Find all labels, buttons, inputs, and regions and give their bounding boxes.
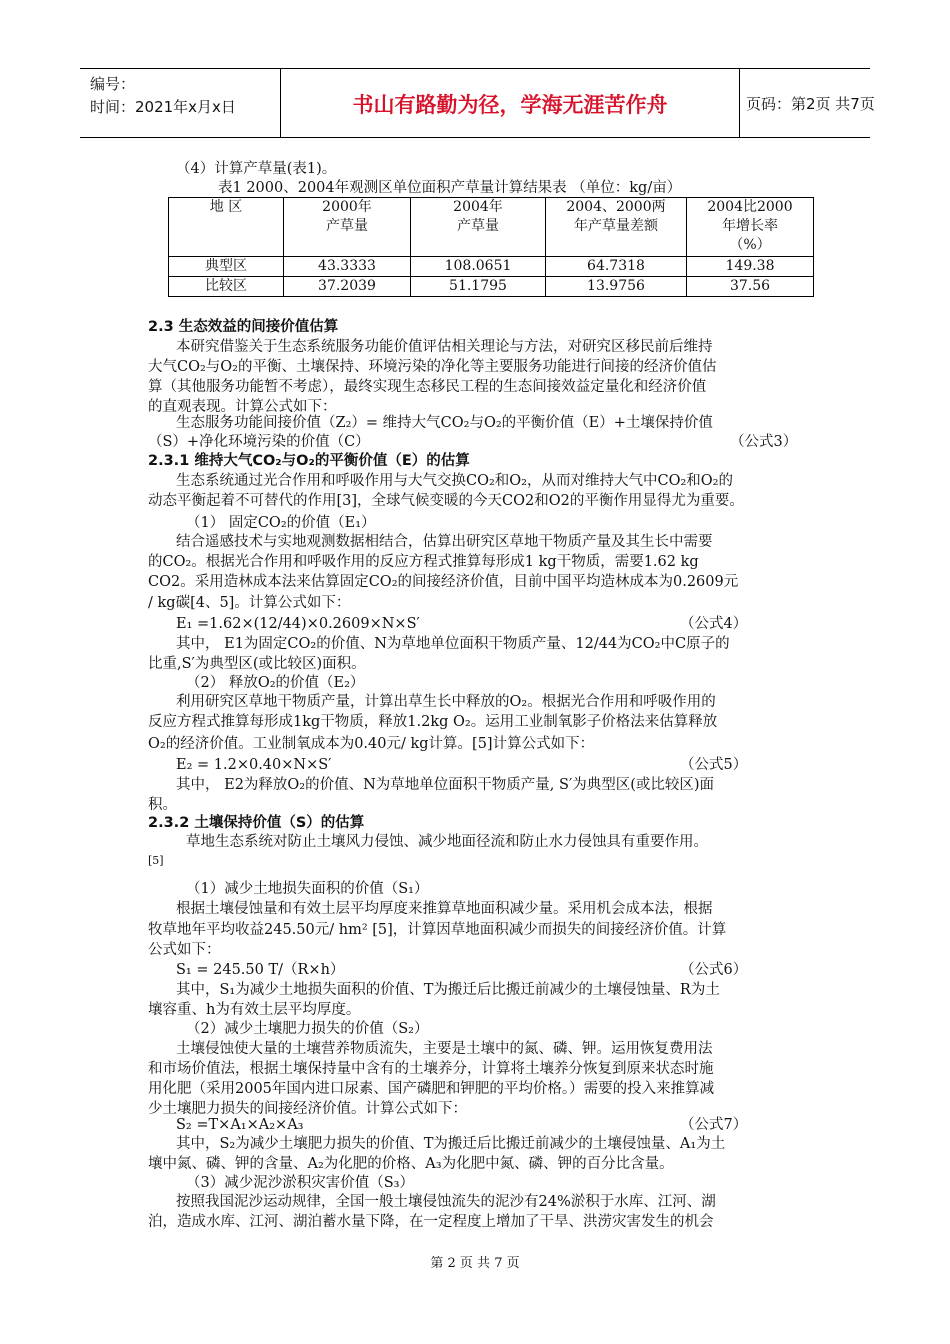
- formula-line: E₁ =1.62×(12/44)×0.2609×N×S′: [176, 616, 420, 632]
- header-motto-cell: [280, 69, 740, 137]
- paragraph-line: O₂的经济价值。工业制氧成本为0.40元/ kg计算。[5]计算公式如下：: [148, 736, 595, 752]
- table-cell: 13.9756: [546, 277, 687, 297]
- paragraph-line: 动态平衡起着不可替代的作用[3]，全球气候变暖的今天CO2和O2的平衡作用显得尤为重要。: [148, 493, 744, 509]
- subsection-heading: 2.3.1 维持大气CO₂与O₂的平衡价值（E）的估算: [148, 453, 470, 469]
- formula-line: 生态服务功能间接价值（Z₂）= 维持大气CO₂与O₂的平衡价值（E）+土壤保持价值: [176, 415, 713, 431]
- paragraph-line: 其中， E1为固定CO₂的价值、N为草地单位面积干物质产量、12/44为CO₂中C原子的: [176, 636, 730, 652]
- paragraph-line: 牧草地年平均收益245.50元/ hm² [5]，计算因草地面积减少而损失的间接经济价值。计算: [148, 922, 727, 938]
- table-cell: 149.38: [687, 257, 814, 277]
- paragraph-line: 泊，造成水库、江河、湖泊蓄水量下降，在一定程度上增加了干旱、洪涝灾害发生的机会: [148, 1214, 714, 1230]
- formula-line: S₂ =T×A₁×A₂×A₃: [176, 1117, 304, 1133]
- paragraph-line: 其中， E2为释放O₂的价值、N为草地单位面积干物质产量, S′为典型区(或比较区)面: [176, 777, 715, 793]
- paragraph-line: 本研究借鉴关于生态系统服务功能价值评估相关理论与方法，对研究区移民前后维持: [176, 339, 713, 355]
- motto: 书山有路勤为径，学海无涯苦作舟: [352, 93, 668, 117]
- citation: [5]: [148, 854, 164, 867]
- paragraph-line: 用化肥（采用2005年国内进口尿素、国产磷肥和钾肥的平均价格。）需要的投入来推算减: [148, 1081, 715, 1097]
- table-cell: 51.1795: [411, 277, 546, 297]
- yield-table: [168, 197, 814, 297]
- item-heading: （1）减少土地损失面积的价值（S₁）: [186, 881, 429, 897]
- item-heading: （3）减少泥沙淤积灾害价值（S₃）: [186, 1175, 414, 1191]
- paragraph-line: 根据土壤侵蚀量和有效土层平均厚度来推算草地面积减少量。采用机会成本法，根据: [176, 901, 713, 917]
- paragraph-line: / kg碳[4、5]。计算公式如下：: [148, 595, 351, 611]
- header-meta: [80, 69, 280, 137]
- paragraph-line: 的直观表现。计算公式如下：: [148, 399, 337, 415]
- document-time: 时间：2021年x月x日: [90, 98, 236, 116]
- paragraph-line: 生态系统通过光合作用和呼吸作用与大气交换CO₂和O₂，从而对维持大气中CO₂和O₂的: [176, 473, 733, 489]
- page-header: [80, 68, 875, 138]
- paragraph-line: 比重,S′为典型区(或比较区)面积。: [148, 656, 366, 672]
- paragraph-line: 草地生态系统对防止土壤风力侵蚀、减少地面径流和防止水力侵蚀具有重要作用。: [186, 834, 708, 850]
- paragraph-line: 土壤侵蚀使大量的土壤营养物质流失，主要是土壤中的氮、磷、钾。运用恢复费用法: [176, 1041, 713, 1057]
- paragraph-line: 反应方程式推算每形成1kg干物质，释放1.2kg O₂。运用工业制氧影子价格法来估算释放: [148, 714, 718, 730]
- formula-number: （公式7）: [680, 1117, 748, 1133]
- table-caption: 表1 2000、2004年观测区单位面积产草量计算结果表 （单位：kg/亩）: [218, 180, 682, 196]
- formula-number: （公式4）: [680, 616, 748, 632]
- formula-line: E₂ = 1.2×0.40×N×S′: [176, 757, 332, 773]
- table-header-cell: 2004年 产草量: [411, 198, 546, 257]
- item-heading: （2）减少土壤肥力损失的价值（S₂）: [186, 1021, 429, 1037]
- table-cell: 典型区: [169, 257, 284, 277]
- paragraph-line: 积。: [148, 797, 177, 813]
- paragraph-line: 其中，S₁为减少土地损失面积的价值、T为搬迁后比搬迁前减少的土壤侵蚀量、R为土: [176, 982, 720, 998]
- table-cell: 64.7318: [546, 257, 687, 277]
- table-row: [169, 277, 814, 297]
- document-number: 编号：: [90, 75, 136, 93]
- paragraph-line: 和市场价值法，根据土壤保持量中含有的土壤养分，计算将土壤养分恢复到原来状态时施: [148, 1061, 714, 1077]
- table-header-cell: 2000年 产草量: [284, 198, 411, 257]
- table-header-row: [169, 198, 814, 257]
- header-page-cell: [738, 69, 875, 137]
- paragraph-line: 壤中氮、磷、钾的含量、A₂为化肥的价格、A₃为化肥中氮、磷、钾的百分比含量。: [148, 1156, 674, 1172]
- page-footer: 第 2 页 共 7 页: [430, 1256, 520, 1271]
- paragraph-line: 按照我国泥沙运动规律，全国一般土壤侵蚀流失的泥沙有24%淤积于水库、江河、湖: [176, 1194, 716, 1210]
- table-header-cell: 2004比2000 年增长率 （%）: [687, 198, 814, 257]
- section-heading: 2.3 生态效益的间接价值估算: [148, 319, 339, 335]
- paragraph-line: 公式如下：: [148, 942, 221, 958]
- formula-number: （公式6）: [680, 962, 748, 978]
- subsection-heading: 2.3.2 土壤保持价值（S）的估算: [148, 815, 365, 831]
- page-number: 页码：第2页 共7页: [746, 95, 875, 113]
- paragraph-line: 壤容重、h为有效土层平均厚度。: [148, 1002, 361, 1018]
- paragraph-line: 利用研究区草地干物质产量，计算出草生长中释放的O₂。根据光合作用和呼吸作用的: [176, 694, 716, 710]
- table-cell: 108.0651: [411, 257, 546, 277]
- item-heading: （1） 固定CO₂的价值（E₁）: [186, 515, 376, 531]
- formula-line: （S）+净化环境污染的价值（C）: [148, 434, 370, 450]
- table-cell: 比较区: [169, 277, 284, 297]
- item-heading: （2） 释放O₂的价值（E₂）: [186, 675, 365, 691]
- paragraph-line: CO2。采用造林成本法来估算固定CO₂的间接经济价值，目前中国平均造林成本为0.2609元: [148, 574, 739, 590]
- formula-number: （公式5）: [680, 757, 748, 773]
- table-cell: 43.3333: [284, 257, 411, 277]
- paragraph-line: 少土壤肥力损失的间接经济价值。计算公式如下：: [148, 1101, 467, 1117]
- paragraph-line: 结合遥感技术与实地观测数据相结合，估算出研究区草地干物质产量及其生长中需要: [176, 534, 713, 550]
- paragraph-line: 算（其他服务功能暂不考虑），最终实现生态移民工程的生态间接效益定量化和经济价值: [148, 379, 707, 395]
- table-cell: 37.2039: [284, 277, 411, 297]
- paragraph-line: 其中，S₂为减少土壤肥力损失的价值、T为搬迁后比搬迁前减少的土壤侵蚀量、A₁为土: [176, 1136, 726, 1152]
- paragraph-line: 的CO₂。根据光合作用和呼吸作用的反应方程式推算每形成1 kg干物质，需要1.62 kg: [148, 554, 699, 570]
- table-row: [169, 257, 814, 277]
- section-item: （4）计算产草量(表1)。: [176, 161, 337, 177]
- formula-line: S₁ = 245.50 T/（R×h）: [176, 962, 345, 978]
- table-cell: 37.56: [687, 277, 814, 297]
- table-header-cell: 地 区: [169, 198, 284, 257]
- paragraph-line: 大气CO₂与O₂的平衡、土壤保持、环境污染的净化等主要服务功能进行间接的经济价值估: [148, 359, 717, 375]
- table-header-cell: 2004、2000两 年产草量差额: [546, 198, 687, 257]
- formula-number: （公式3）: [730, 434, 798, 450]
